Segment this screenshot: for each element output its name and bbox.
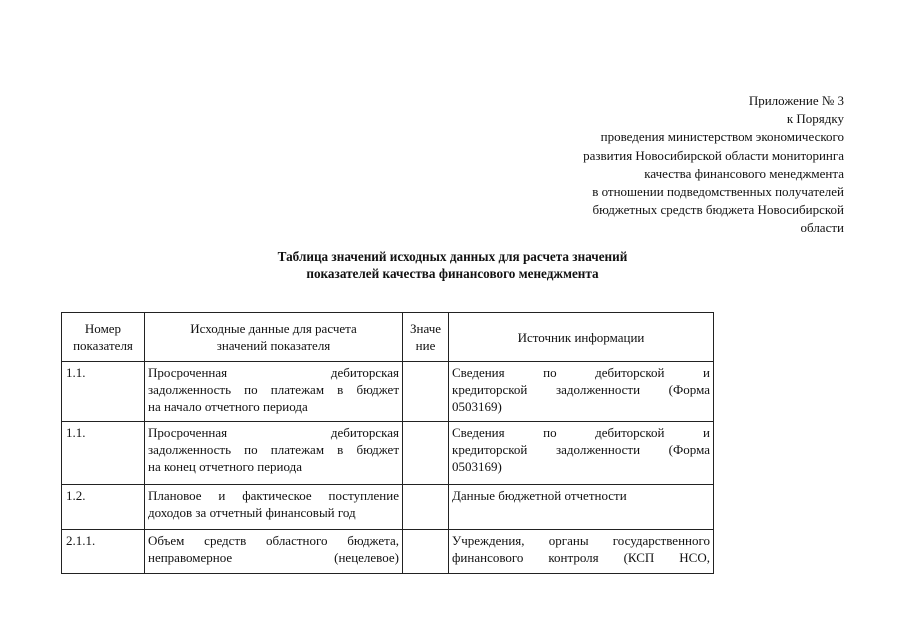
row-source: Сведения по дебиторской и кредиторской задолженности (Форма 0503169) bbox=[449, 362, 714, 422]
row-data: Просроченная дебиторская задолженность по платежам в бюджет на начало отчетного периода bbox=[145, 362, 403, 422]
table-row bbox=[62, 530, 714, 574]
header-number: Номер показателя bbox=[62, 313, 145, 362]
row-value bbox=[403, 362, 449, 422]
appendix-line: качества финансового менеджмента bbox=[644, 165, 844, 181]
header-value: Значе ние bbox=[403, 313, 449, 362]
appendix-line: к Порядку bbox=[786, 111, 844, 127]
row-number: 2.1.1. bbox=[62, 530, 145, 574]
row-source: Учреждения, органы государственного финансового контроля (КСП НСО, bbox=[449, 530, 714, 574]
row-number: 1.1. bbox=[62, 422, 145, 485]
appendix-line: развития Новосибирской области мониторинга bbox=[583, 147, 844, 163]
table-header-row bbox=[62, 313, 714, 362]
appendix-line: в отношении подведомственных получателей bbox=[592, 184, 844, 200]
row-value bbox=[403, 485, 449, 530]
table-title-line: Таблица значений исходных данных для расчета значений bbox=[277, 249, 628, 264]
appendix-line: проведения министерством экономического bbox=[600, 129, 844, 145]
data-table bbox=[61, 312, 714, 574]
row-value bbox=[403, 422, 449, 485]
row-number: 1.2. bbox=[62, 485, 145, 530]
row-data: Объем средств областного бюджета, неправомерное (нецелевое) bbox=[145, 530, 403, 574]
appendix-header bbox=[504, 92, 844, 238]
table-title bbox=[180, 249, 725, 282]
appendix-line: бюджетных средств бюджета Новосибирской bbox=[592, 202, 844, 218]
row-source: Сведения по дебиторской и кредиторской задолженности (Форма 0503169) bbox=[449, 422, 714, 485]
row-number: 1.1. bbox=[62, 362, 145, 422]
table-row bbox=[62, 362, 714, 422]
row-value bbox=[403, 530, 449, 574]
table-title-line: показателей качества финансового менеджмента bbox=[306, 265, 599, 281]
table-row bbox=[62, 485, 714, 530]
appendix-line: области bbox=[800, 220, 844, 236]
header-info-source: Источник информации bbox=[449, 313, 714, 362]
header-source-data: Исходные данные для расчета значений показателя bbox=[145, 313, 403, 362]
row-data: Плановое и фактическое поступление доходов за отчетный финансовый год bbox=[145, 485, 403, 530]
appendix-line: Приложение № 3 bbox=[748, 93, 844, 108]
table-row bbox=[62, 422, 714, 485]
row-data: Просроченная дебиторская задолженность по платежам в бюджет на конец отчетного периода bbox=[145, 422, 403, 485]
row-source: Данные бюджетной отчетности bbox=[449, 485, 714, 530]
